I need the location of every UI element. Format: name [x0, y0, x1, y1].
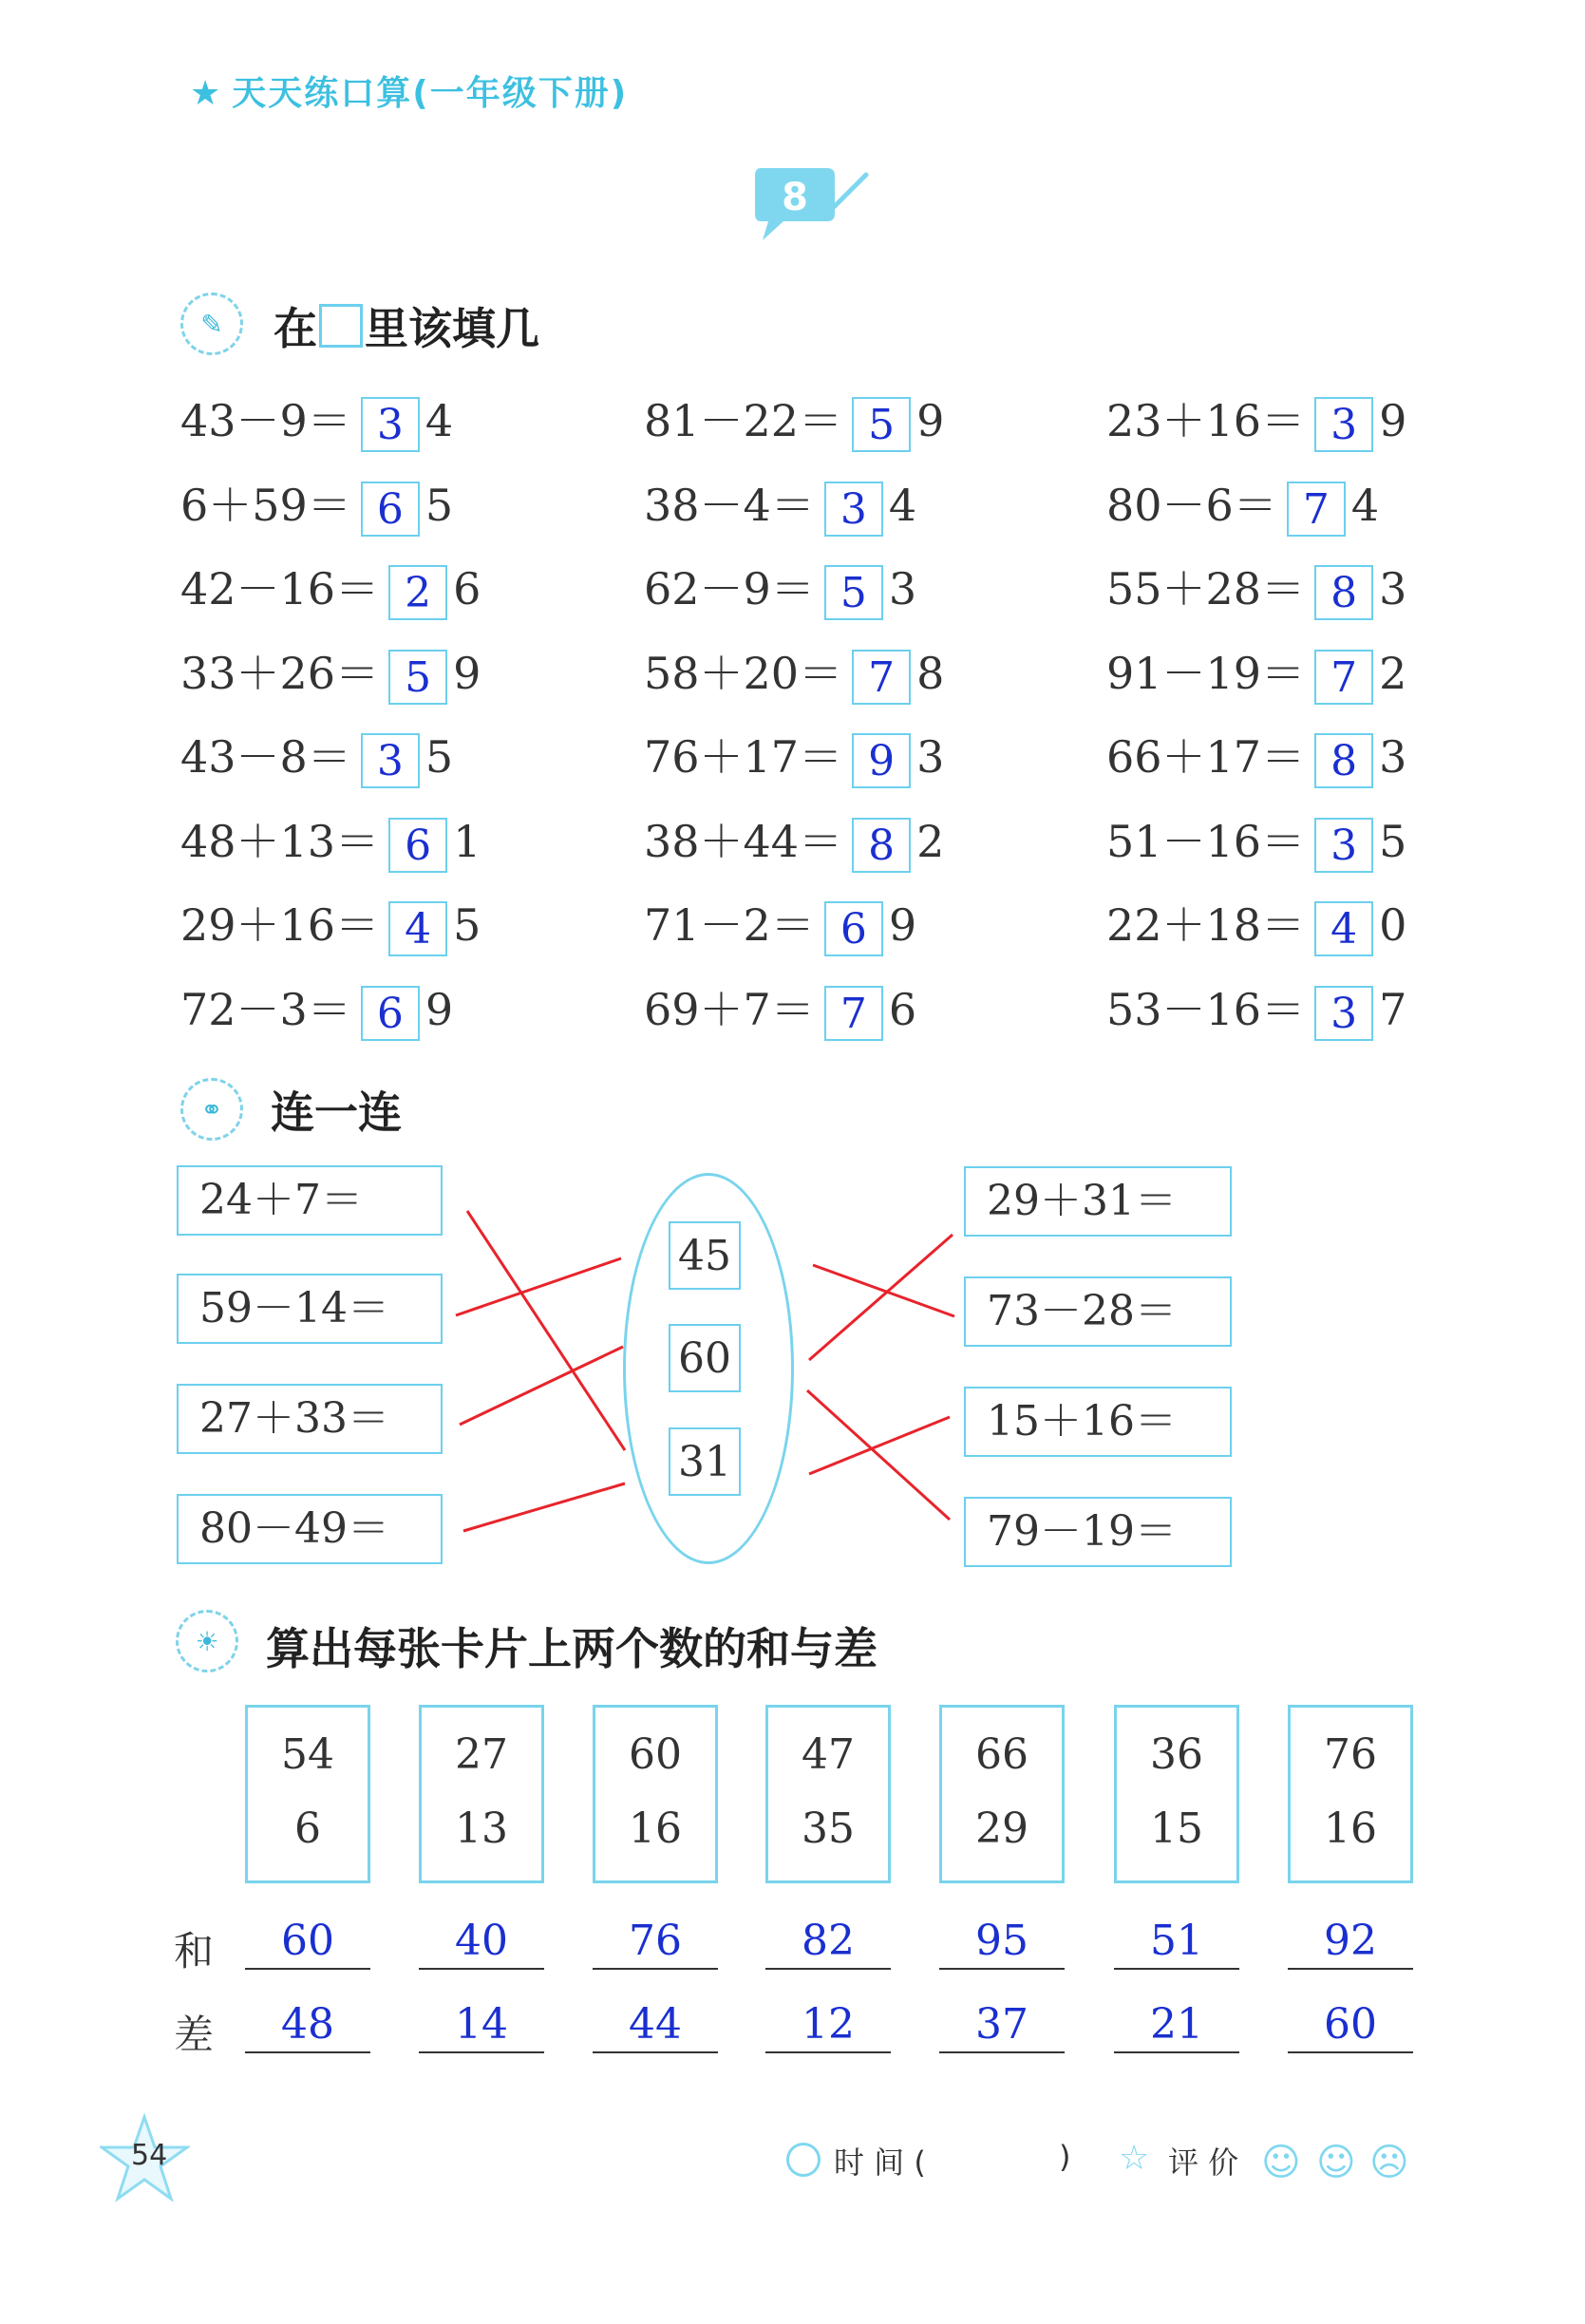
card-number-a: 36: [1150, 1730, 1203, 1779]
right-expression-card[interactable]: 29＋31＝: [964, 1166, 1232, 1237]
difference-answer[interactable]: 44: [593, 1994, 718, 2053]
clock-icon: [786, 2143, 821, 2177]
sum-answer[interactable]: 92: [1288, 1911, 1413, 1970]
difference-answer[interactable]: 60: [1288, 1994, 1413, 2053]
center-number-box[interactable]: 45: [669, 1221, 741, 1290]
ones-digit: 9: [425, 983, 454, 1035]
section1-title: 在 里该填几: [274, 303, 539, 354]
answer-box[interactable]: 8: [1314, 733, 1373, 788]
answer-box[interactable]: 7: [1314, 650, 1373, 705]
ones-digit: 5: [453, 899, 481, 951]
page-number: 54: [131, 2139, 168, 2172]
card-number-b: 35: [802, 1804, 855, 1853]
equation-text: 33＋26＝: [180, 647, 380, 699]
equation-text: 80－6＝: [1106, 479, 1277, 531]
equation-text: 43－8＝: [180, 731, 351, 783]
ones-digit: 4: [888, 479, 917, 531]
match-line: [460, 1347, 623, 1425]
answer-box[interactable]: 2: [388, 565, 447, 620]
number-card: [765, 1705, 891, 1883]
answer-box[interactable]: 3: [361, 397, 420, 452]
card-number-b: 29: [975, 1804, 1028, 1853]
ones-digit: 5: [1379, 815, 1407, 867]
card-number-a: 47: [802, 1730, 855, 1779]
answer-box[interactable]: 7: [824, 986, 883, 1041]
answer-box[interactable]: 9: [852, 733, 911, 788]
difference-answer[interactable]: 37: [939, 1994, 1065, 2053]
rating-label: 评 价: [1168, 2145, 1239, 2181]
equation-text: 53－16＝: [1106, 983, 1306, 1035]
ones-digit: 4: [425, 395, 454, 446]
equation-text: 29＋16＝: [180, 899, 380, 951]
answer-box[interactable]: 4: [1314, 901, 1373, 956]
notepad-icon: ✎: [180, 293, 243, 355]
answer-box[interactable]: 7: [1287, 482, 1346, 537]
book-title: 天天练口算(一年级下册): [232, 74, 629, 113]
equation-text: 71－2＝: [644, 899, 815, 951]
match-line: [463, 1483, 625, 1531]
card-number-a: 66: [975, 1730, 1028, 1779]
answer-box[interactable]: 4: [388, 901, 447, 956]
sum-answer[interactable]: 51: [1114, 1911, 1239, 1970]
ones-digit: 9: [1379, 395, 1407, 446]
ones-digit: 5: [425, 479, 454, 531]
card-number-a: 27: [455, 1730, 508, 1779]
answer-box[interactable]: 7: [852, 650, 911, 705]
ones-digit: 0: [1379, 899, 1407, 951]
ones-digit: 6: [453, 563, 481, 614]
answer-box[interactable]: 3: [1314, 397, 1373, 452]
equation-text: 55＋28＝: [1106, 563, 1306, 614]
ones-digit: 9: [453, 647, 481, 699]
answer-box[interactable]: 6: [361, 482, 420, 537]
equation-text: 38－4＝: [644, 479, 815, 531]
ones-digit: 3: [1379, 731, 1407, 783]
match-line: [809, 1235, 953, 1360]
answer-box[interactable]: 6: [361, 986, 420, 1041]
ones-digit: 9: [888, 899, 917, 951]
number-card: [419, 1705, 544, 1883]
answer-box[interactable]: 3: [824, 482, 883, 537]
equation-text: 23＋16＝: [1106, 395, 1306, 446]
card-number-b: 6: [294, 1804, 321, 1853]
difference-answer[interactable]: 12: [765, 1994, 891, 2053]
match-line: [809, 1417, 950, 1474]
neutral-face-icon[interactable]: ☺: [1316, 2141, 1356, 2184]
difference-answer[interactable]: 14: [419, 1994, 544, 2053]
left-expression-card[interactable]: 27＋33＝: [177, 1384, 443, 1454]
card-number-a: 76: [1324, 1730, 1377, 1779]
number-card: [1114, 1705, 1239, 1883]
match-line: [813, 1265, 954, 1316]
answer-box[interactable]: 3: [1314, 818, 1373, 873]
equation-text: 42－16＝: [180, 563, 380, 614]
match-line: [807, 1390, 950, 1520]
equation-text: 62－9＝: [644, 563, 815, 614]
ones-digit: 6: [888, 983, 917, 1035]
time-label: 时 间 (: [834, 2145, 926, 2181]
equation-text: 6＋59＝: [180, 479, 351, 531]
connect-icon: ⚭: [180, 1078, 243, 1141]
answer-box[interactable]: 6: [824, 901, 883, 956]
card-number-b: 16: [1324, 1804, 1377, 1853]
difference-answer[interactable]: 48: [245, 1994, 370, 2053]
diff-label: 差: [174, 2012, 215, 2058]
ones-digit: 2: [916, 815, 945, 867]
card-number-b: 13: [455, 1804, 508, 1853]
section3-title: 算出每张卡片上两个数的和与差: [266, 1623, 877, 1674]
ones-digit: 7: [1379, 983, 1407, 1035]
answer-box[interactable]: 8: [852, 818, 911, 873]
equation-text: 66＋17＝: [1106, 731, 1306, 783]
section2-title: 连一连: [271, 1086, 402, 1138]
equation-text: 69＋7＝: [644, 983, 815, 1035]
equation-text: 51－16＝: [1106, 815, 1306, 867]
number-card: [939, 1705, 1065, 1883]
answer-box[interactable]: 8: [1314, 565, 1373, 620]
center-number-box[interactable]: 31: [669, 1427, 741, 1496]
lightbulb-icon: ☀: [176, 1610, 238, 1672]
sum-answer[interactable]: 60: [245, 1911, 370, 1970]
ones-digit: 4: [1350, 479, 1380, 531]
equation-text: 81－22＝: [644, 395, 843, 446]
ones-digit: 3: [1379, 563, 1407, 614]
sad-face-icon[interactable]: ☹: [1369, 2141, 1409, 2184]
right-expression-card[interactable]: 73－28＝: [964, 1276, 1232, 1347]
card-number-b: 15: [1150, 1804, 1203, 1853]
card-number-b: 16: [629, 1804, 682, 1853]
answer-box[interactable]: 5: [388, 650, 447, 705]
match-line: [456, 1258, 621, 1315]
equation-text: 76＋17＝: [644, 731, 843, 783]
time-close: ): [1059, 2139, 1071, 2175]
answer-box[interactable]: 5: [852, 397, 911, 452]
number-card: [245, 1705, 370, 1883]
equation-text: 72－3＝: [180, 983, 351, 1035]
ones-digit: 3: [916, 731, 945, 783]
center-number-box[interactable]: 60: [669, 1324, 741, 1392]
left-expression-card[interactable]: 59－14＝: [177, 1274, 443, 1344]
sum-answer[interactable]: 40: [419, 1911, 544, 1970]
card-number-a: 60: [629, 1730, 682, 1779]
equation-text: 91－19＝: [1106, 647, 1306, 699]
sum-answer[interactable]: 76: [593, 1911, 718, 1970]
equation-text: 22＋18＝: [1106, 899, 1306, 951]
star-icon: ★: [190, 74, 223, 113]
answer-box[interactable]: 6: [388, 818, 447, 873]
number-card: [1288, 1705, 1413, 1883]
right-expression-card[interactable]: 79－19＝: [964, 1497, 1232, 1567]
lesson-number: 8: [782, 176, 808, 219]
equation-text: 38＋44＝: [644, 815, 843, 867]
left-expression-card[interactable]: 80－49＝: [177, 1494, 443, 1564]
card-number-a: 54: [281, 1730, 334, 1779]
equation-text: 48＋13＝: [180, 815, 380, 867]
right-expression-card[interactable]: 15＋16＝: [964, 1387, 1232, 1457]
answer-box[interactable]: 3: [1314, 986, 1373, 1041]
equation-text: 58＋20＝: [644, 647, 843, 699]
ones-digit: 1: [453, 815, 481, 867]
sum-answer[interactable]: 82: [765, 1911, 891, 1970]
ones-digit: 9: [916, 395, 945, 446]
match-line: [467, 1211, 625, 1450]
sum-answer[interactable]: 95: [939, 1911, 1065, 1970]
number-card: [593, 1705, 718, 1883]
ones-digit: 2: [1379, 647, 1407, 699]
rating-star-icon: ☆: [1119, 2139, 1150, 2178]
ones-digit: 3: [888, 563, 917, 614]
ones-digit: 8: [916, 647, 945, 699]
equation-text: 43－9＝: [180, 395, 351, 446]
answer-box[interactable]: 5: [824, 565, 883, 620]
happy-face-icon[interactable]: ☺: [1261, 2141, 1301, 2184]
sum-label: 和: [174, 1928, 215, 1974]
difference-answer[interactable]: 21: [1114, 1994, 1239, 2053]
ones-digit: 5: [425, 731, 454, 783]
left-expression-card[interactable]: 24＋7＝: [177, 1165, 443, 1236]
answer-box[interactable]: 3: [361, 733, 420, 788]
